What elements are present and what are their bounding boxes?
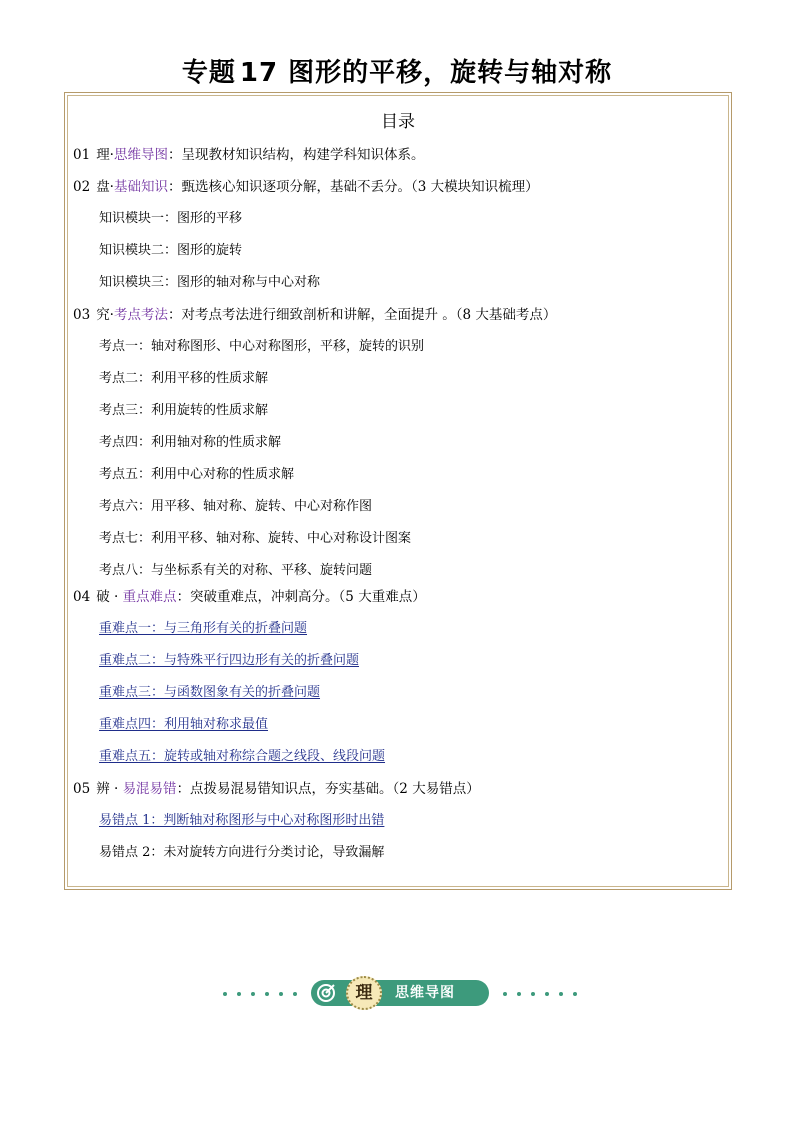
toc-item-text: 考点一：轴对称图形、中心对称图形，平移，旋转的识别 — [99, 339, 425, 354]
banner-badge: 理 — [346, 976, 382, 1010]
toc-item-link[interactable]: 重难点二：与特殊平行四边形有关的折叠问题 — [99, 653, 360, 668]
toc-section-04 — [73, 587, 723, 619]
dot-icon — [559, 992, 563, 996]
toc-section-label[interactable]: 易混易错 — [122, 781, 177, 797]
title-number: 17 — [239, 58, 279, 88]
dot-icon — [223, 992, 227, 996]
toc-heading: 目录 — [381, 112, 415, 132]
toc-section-char: 理· — [96, 147, 114, 163]
dot-icon — [279, 992, 283, 996]
dot-icon — [293, 992, 297, 996]
toc-item — [73, 561, 723, 587]
toc-item — [73, 529, 723, 561]
toc-list — [73, 145, 723, 875]
toc-section-number: 05 — [73, 781, 91, 797]
dot-icon — [237, 992, 241, 996]
toc-item[interactable] — [73, 651, 723, 683]
toc-section-number: 02 — [73, 179, 91, 195]
dot-icon — [573, 992, 577, 996]
toc-section-desc: ：点拨易混易错知识点，夯实基础。（2 大易错点） — [176, 781, 480, 797]
toc-section-02 — [73, 177, 723, 209]
dot-icon — [531, 992, 535, 996]
title-main: 图形的平移，旋转与轴对称 — [288, 58, 613, 88]
toc-item[interactable] — [73, 683, 723, 715]
toc-item — [73, 337, 723, 369]
toc-section-03 — [73, 305, 723, 337]
toc-item — [73, 497, 723, 529]
toc-item — [73, 433, 723, 465]
toc-item-text: 考点三：利用旋转的性质求解 — [99, 403, 269, 418]
banner-label: 思维导图 — [395, 985, 455, 1001]
toc-item[interactable] — [73, 619, 723, 651]
toc-section-desc: ：甄选核心知识逐项分解，基础不丢分。（3 大模块知识梳理） — [167, 179, 539, 195]
toc-item — [73, 241, 723, 273]
title-prefix: 专题 — [181, 58, 236, 88]
toc-section-char: 究· — [96, 307, 114, 323]
toc-section-desc: ：突破重难点，冲刺高分。（5 大重难点） — [176, 589, 426, 605]
toc-item-text: 知识模块三：图形的轴对称与中心对称 — [99, 275, 321, 290]
toc-section-label[interactable]: 考点考法 — [113, 307, 168, 323]
dot-icon — [251, 992, 255, 996]
toc-section-desc: ：呈现教材知识结构，构建学科知识体系。 — [167, 147, 425, 163]
toc-item — [73, 369, 723, 401]
banner-pill — [311, 980, 489, 1006]
toc-item-text: 知识模块二：图形的旋转 — [99, 243, 243, 258]
toc-item — [73, 209, 723, 241]
toc-item[interactable] — [73, 715, 723, 747]
toc-item — [73, 465, 723, 497]
dots-right-icon — [502, 991, 578, 997]
toc-section-char: 盘· — [96, 179, 114, 195]
toc-item-link[interactable]: 重难点五：旋转或轴对称综合题之线段、线段问题 — [99, 749, 386, 764]
section-banner — [0, 978, 794, 1008]
toc-item-text: 考点七：利用平移、轴对称、旋转、中心对称设计图案 — [99, 531, 412, 546]
toc-section-label[interactable]: 思维导图 — [113, 147, 168, 163]
toc-section-number: 04 — [73, 589, 91, 605]
toc-item-text: 考点六：用平移、轴对称、旋转、中心对称作图 — [99, 499, 373, 514]
toc-section-01 — [73, 145, 723, 177]
toc-section-desc: ：对考点考法进行细致剖析和讲解，全面提升 。（8 大基础考点） — [167, 307, 557, 323]
toc-item — [73, 843, 723, 875]
toc-item-text: 考点八：与坐标系有关的对称、平移、旋转问题 — [99, 563, 373, 578]
toc-section-number: 01 — [73, 147, 91, 163]
toc-item — [73, 273, 723, 305]
toc-section-char: 破 · — [96, 589, 123, 605]
target-icon — [316, 983, 336, 1003]
dots-left-icon — [222, 991, 298, 997]
toc-item[interactable] — [73, 811, 723, 843]
toc-item-text: 考点四：利用轴对称的性质求解 — [99, 435, 282, 450]
toc-item-text: 考点二：利用平移的性质求解 — [99, 371, 269, 386]
toc-section-char: 辨 · — [96, 781, 123, 797]
toc-item-link[interactable]: 重难点四：利用轴对称求最值 — [99, 717, 269, 732]
dot-icon — [503, 992, 507, 996]
toc-item-link[interactable]: 重难点一：与三角形有关的折叠问题 — [99, 621, 308, 636]
toc-item-text: 知识模块一：图形的平移 — [99, 211, 243, 226]
dot-icon — [545, 992, 549, 996]
toc-section-05 — [73, 779, 723, 811]
toc-section-label[interactable]: 重点难点 — [122, 589, 177, 605]
document-title — [0, 52, 794, 89]
toc-item-link[interactable]: 重难点三：与函数图象有关的折叠问题 — [99, 685, 321, 700]
toc-section-number: 03 — [73, 307, 91, 323]
dot-icon — [517, 992, 521, 996]
toc-section-label[interactable]: 基础知识 — [113, 179, 168, 195]
toc-item-text: 易错点 2：未对旋转方向进行分类讨论，导致漏解 — [99, 845, 385, 860]
toc-item-text: 考点五：利用中心对称的性质求解 — [99, 467, 295, 482]
toc-item — [73, 401, 723, 433]
table-of-contents — [64, 92, 732, 890]
dot-icon — [265, 992, 269, 996]
toc-item[interactable] — [73, 747, 723, 779]
toc-item-link[interactable]: 易错点 1：判断轴对称图形与中心对称图形时出错 — [99, 813, 385, 828]
